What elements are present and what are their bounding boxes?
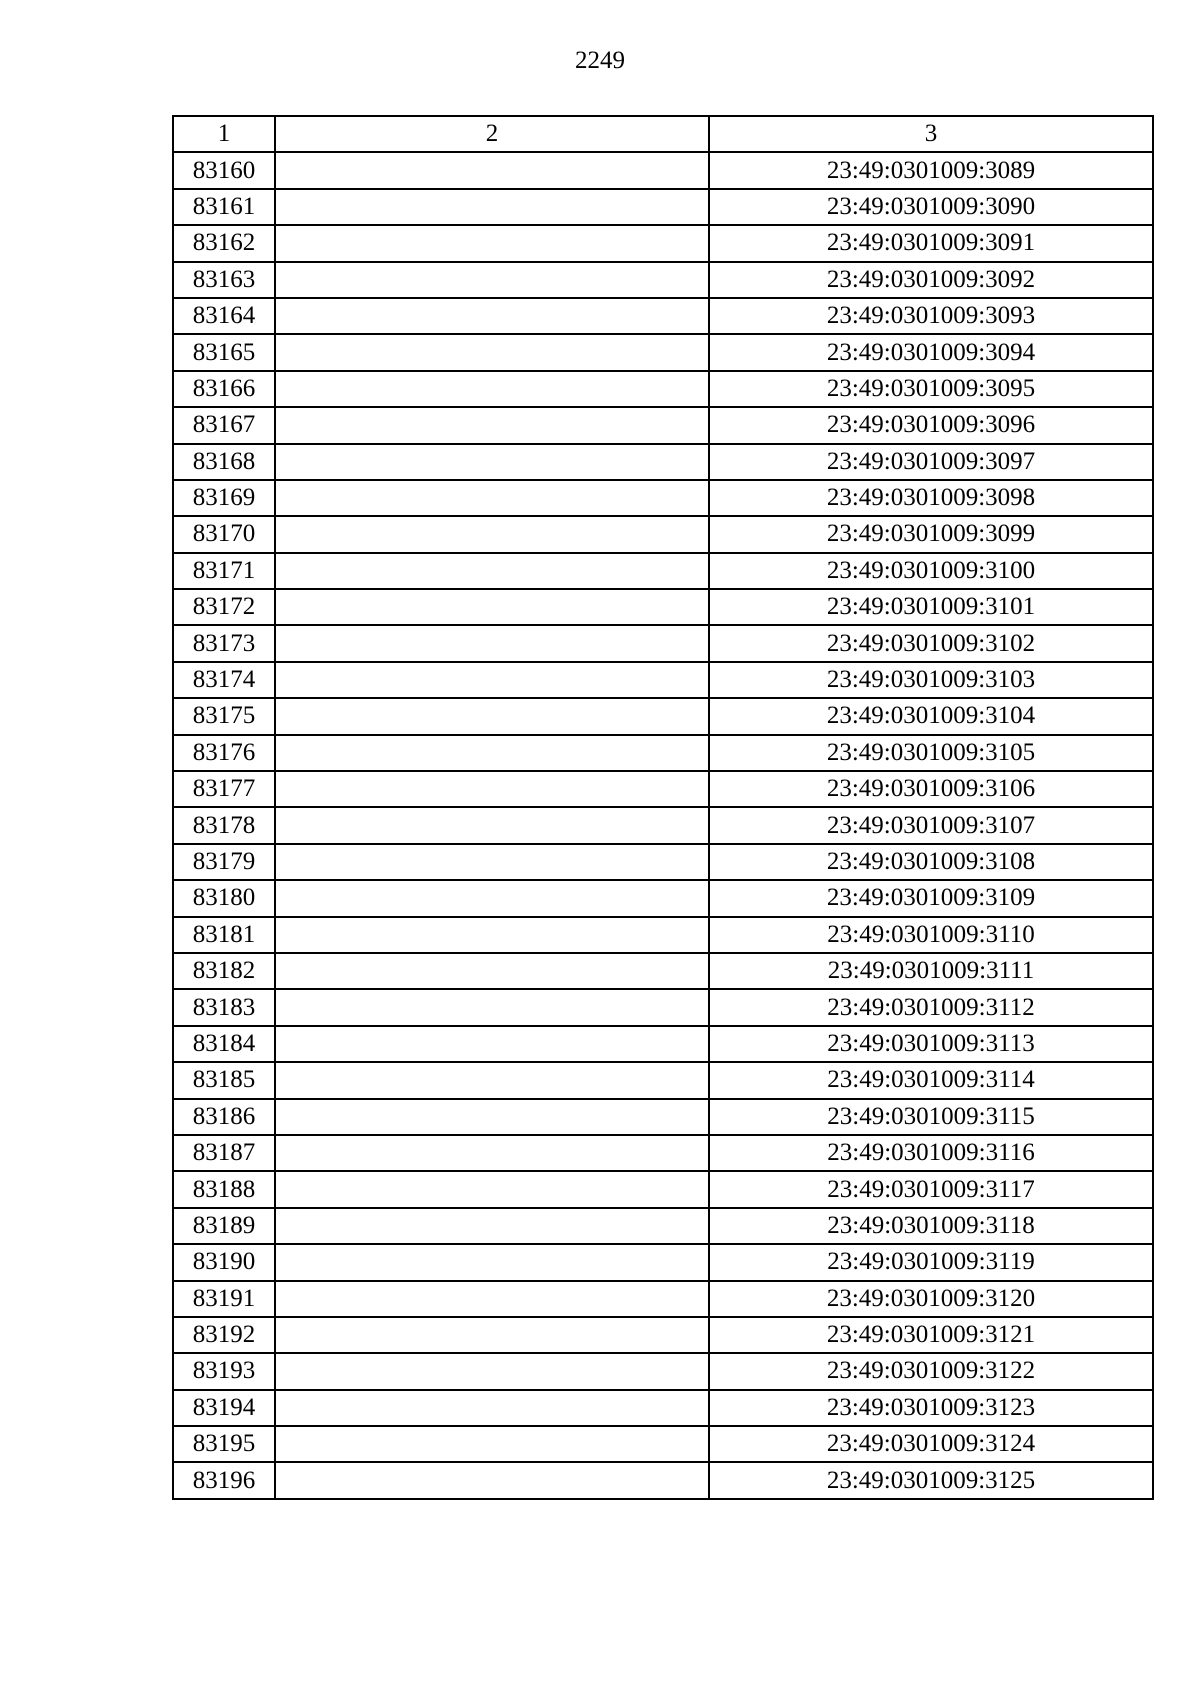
table-row xyxy=(173,1281,1153,1317)
table-header-row xyxy=(173,116,1153,152)
table-row xyxy=(173,735,1153,771)
row-number-cell: 83161 xyxy=(173,189,275,225)
row-empty-cell xyxy=(275,1208,709,1244)
page-number: 2249 xyxy=(575,47,625,74)
table-row xyxy=(173,880,1153,916)
cadastral-number-cell: 23:49:0301009:3094 xyxy=(709,334,1153,370)
row-empty-cell xyxy=(275,589,709,625)
cadastral-number-cell: 23:49:0301009:3100 xyxy=(709,553,1153,589)
row-number-cell: 83174 xyxy=(173,662,275,698)
table-row xyxy=(173,480,1153,516)
table-row xyxy=(173,1062,1153,1098)
row-number-cell: 83179 xyxy=(173,844,275,880)
table-row xyxy=(173,698,1153,734)
table-row xyxy=(173,225,1153,261)
data-table xyxy=(172,115,1154,1500)
table-row xyxy=(173,152,1153,188)
table-row xyxy=(173,1208,1153,1244)
row-number-cell: 83196 xyxy=(173,1462,275,1498)
row-number-cell: 83182 xyxy=(173,953,275,989)
row-number-cell: 83173 xyxy=(173,625,275,661)
row-empty-cell xyxy=(275,917,709,953)
row-empty-cell xyxy=(275,334,709,370)
table-row xyxy=(173,371,1153,407)
row-number-cell: 83175 xyxy=(173,698,275,734)
cadastral-number-cell: 23:49:0301009:3111 xyxy=(709,953,1153,989)
table-row xyxy=(173,1099,1153,1135)
table-row xyxy=(173,189,1153,225)
table-row xyxy=(173,1244,1153,1280)
row-empty-cell xyxy=(275,880,709,916)
row-empty-cell xyxy=(275,989,709,1025)
table-row xyxy=(173,807,1153,843)
row-empty-cell xyxy=(275,807,709,843)
header-cell-3: 3 xyxy=(709,116,1153,152)
cadastral-number-cell: 23:49:0301009:3113 xyxy=(709,1026,1153,1062)
table-row xyxy=(173,662,1153,698)
row-empty-cell xyxy=(275,953,709,989)
row-number-cell: 83177 xyxy=(173,771,275,807)
row-empty-cell xyxy=(275,1353,709,1389)
table-row xyxy=(173,334,1153,370)
table-row xyxy=(173,407,1153,443)
row-number-cell: 83181 xyxy=(173,917,275,953)
row-number-cell: 83187 xyxy=(173,1135,275,1171)
table-row xyxy=(173,1026,1153,1062)
cadastral-number-cell: 23:49:0301009:3091 xyxy=(709,225,1153,261)
row-empty-cell xyxy=(275,1317,709,1353)
row-empty-cell xyxy=(275,225,709,261)
row-number-cell: 83162 xyxy=(173,225,275,261)
table-row xyxy=(173,1390,1153,1426)
row-empty-cell xyxy=(275,262,709,298)
cadastral-number-cell: 23:49:0301009:3123 xyxy=(709,1390,1153,1426)
row-empty-cell xyxy=(275,298,709,334)
row-empty-cell xyxy=(275,152,709,188)
row-empty-cell xyxy=(275,444,709,480)
row-number-cell: 83186 xyxy=(173,1099,275,1135)
cadastral-number-cell: 23:49:0301009:3109 xyxy=(709,880,1153,916)
cadastral-number-cell: 23:49:0301009:3108 xyxy=(709,844,1153,880)
row-number-cell: 83165 xyxy=(173,334,275,370)
row-empty-cell xyxy=(275,1244,709,1280)
row-number-cell: 83188 xyxy=(173,1171,275,1207)
table-row xyxy=(173,444,1153,480)
row-number-cell: 83180 xyxy=(173,880,275,916)
table-row xyxy=(173,262,1153,298)
row-empty-cell xyxy=(275,371,709,407)
row-number-cell: 83185 xyxy=(173,1062,275,1098)
cadastral-number-cell: 23:49:0301009:3103 xyxy=(709,662,1153,698)
row-number-cell: 83164 xyxy=(173,298,275,334)
table-row xyxy=(173,516,1153,552)
table-row xyxy=(173,298,1153,334)
row-number-cell: 83167 xyxy=(173,407,275,443)
cadastral-number-cell: 23:49:0301009:3114 xyxy=(709,1062,1153,1098)
row-empty-cell xyxy=(275,771,709,807)
row-empty-cell xyxy=(275,516,709,552)
row-empty-cell xyxy=(275,662,709,698)
row-number-cell: 83160 xyxy=(173,152,275,188)
row-empty-cell xyxy=(275,698,709,734)
cadastral-number-cell: 23:49:0301009:3098 xyxy=(709,480,1153,516)
row-number-cell: 83184 xyxy=(173,1026,275,1062)
row-number-cell: 83166 xyxy=(173,371,275,407)
cadastral-number-cell: 23:49:0301009:3115 xyxy=(709,1099,1153,1135)
cadastral-number-cell: 23:49:0301009:3105 xyxy=(709,735,1153,771)
row-number-cell: 83176 xyxy=(173,735,275,771)
cadastral-number-cell: 23:49:0301009:3118 xyxy=(709,1208,1153,1244)
cadastral-number-cell: 23:49:0301009:3102 xyxy=(709,625,1153,661)
row-number-cell: 83172 xyxy=(173,589,275,625)
table-row xyxy=(173,1135,1153,1171)
row-empty-cell xyxy=(275,407,709,443)
cadastral-number-cell: 23:49:0301009:3095 xyxy=(709,371,1153,407)
row-empty-cell xyxy=(275,1135,709,1171)
row-number-cell: 83169 xyxy=(173,480,275,516)
table-row xyxy=(173,1426,1153,1462)
row-number-cell: 83193 xyxy=(173,1353,275,1389)
row-empty-cell xyxy=(275,480,709,516)
table-row xyxy=(173,771,1153,807)
table-row xyxy=(173,1353,1153,1389)
row-empty-cell xyxy=(275,625,709,661)
cadastral-number-cell: 23:49:0301009:3124 xyxy=(709,1426,1153,1462)
row-number-cell: 83170 xyxy=(173,516,275,552)
table-row xyxy=(173,1317,1153,1353)
table-row xyxy=(173,989,1153,1025)
row-number-cell: 83194 xyxy=(173,1390,275,1426)
cadastral-number-cell: 23:49:0301009:3121 xyxy=(709,1317,1153,1353)
cadastral-number-cell: 23:49:0301009:3090 xyxy=(709,189,1153,225)
cadastral-number-cell: 23:49:0301009:3101 xyxy=(709,589,1153,625)
cadastral-number-cell: 23:49:0301009:3125 xyxy=(709,1462,1153,1498)
table-row xyxy=(173,589,1153,625)
table-row xyxy=(173,1171,1153,1207)
table-row xyxy=(173,625,1153,661)
cadastral-number-cell: 23:49:0301009:3116 xyxy=(709,1135,1153,1171)
row-number-cell: 83190 xyxy=(173,1244,275,1280)
row-number-cell: 83183 xyxy=(173,989,275,1025)
table-row xyxy=(173,553,1153,589)
header-cell-2: 2 xyxy=(275,116,709,152)
cadastral-number-cell: 23:49:0301009:3120 xyxy=(709,1281,1153,1317)
row-empty-cell xyxy=(275,1462,709,1498)
cadastral-number-cell: 23:49:0301009:3093 xyxy=(709,298,1153,334)
table-row xyxy=(173,1462,1153,1498)
cadastral-number-cell: 23:49:0301009:3117 xyxy=(709,1171,1153,1207)
cadastral-number-cell: 23:49:0301009:3104 xyxy=(709,698,1153,734)
row-empty-cell xyxy=(275,844,709,880)
row-empty-cell xyxy=(275,1062,709,1098)
row-empty-cell xyxy=(275,189,709,225)
cadastral-number-cell: 23:49:0301009:3089 xyxy=(709,152,1153,188)
table-row xyxy=(173,953,1153,989)
cadastral-number-cell: 23:49:0301009:3122 xyxy=(709,1353,1153,1389)
cadastral-number-cell: 23:49:0301009:3119 xyxy=(709,1244,1153,1280)
table-row xyxy=(173,844,1153,880)
row-number-cell: 83168 xyxy=(173,444,275,480)
row-empty-cell xyxy=(275,1390,709,1426)
cadastral-number-cell: 23:49:0301009:3097 xyxy=(709,444,1153,480)
row-number-cell: 83163 xyxy=(173,262,275,298)
row-empty-cell xyxy=(275,1171,709,1207)
row-empty-cell xyxy=(275,1099,709,1135)
cadastral-number-cell: 23:49:0301009:3106 xyxy=(709,771,1153,807)
table-body xyxy=(173,116,1153,1499)
row-number-cell: 83195 xyxy=(173,1426,275,1462)
row-empty-cell xyxy=(275,1426,709,1462)
cadastral-number-cell: 23:49:0301009:3096 xyxy=(709,407,1153,443)
cadastral-number-cell: 23:49:0301009:3107 xyxy=(709,807,1153,843)
row-number-cell: 83191 xyxy=(173,1281,275,1317)
row-empty-cell xyxy=(275,735,709,771)
cadastral-number-cell: 23:49:0301009:3112 xyxy=(709,989,1153,1025)
row-number-cell: 83171 xyxy=(173,553,275,589)
row-number-cell: 83189 xyxy=(173,1208,275,1244)
row-number-cell: 83178 xyxy=(173,807,275,843)
row-number-cell: 83192 xyxy=(173,1317,275,1353)
cadastral-number-cell: 23:49:0301009:3110 xyxy=(709,917,1153,953)
row-empty-cell xyxy=(275,553,709,589)
table-row xyxy=(173,917,1153,953)
header-cell-1: 1 xyxy=(173,116,275,152)
row-empty-cell xyxy=(275,1026,709,1062)
cadastral-number-cell: 23:49:0301009:3099 xyxy=(709,516,1153,552)
cadastral-number-cell: 23:49:0301009:3092 xyxy=(709,262,1153,298)
row-empty-cell xyxy=(275,1281,709,1317)
